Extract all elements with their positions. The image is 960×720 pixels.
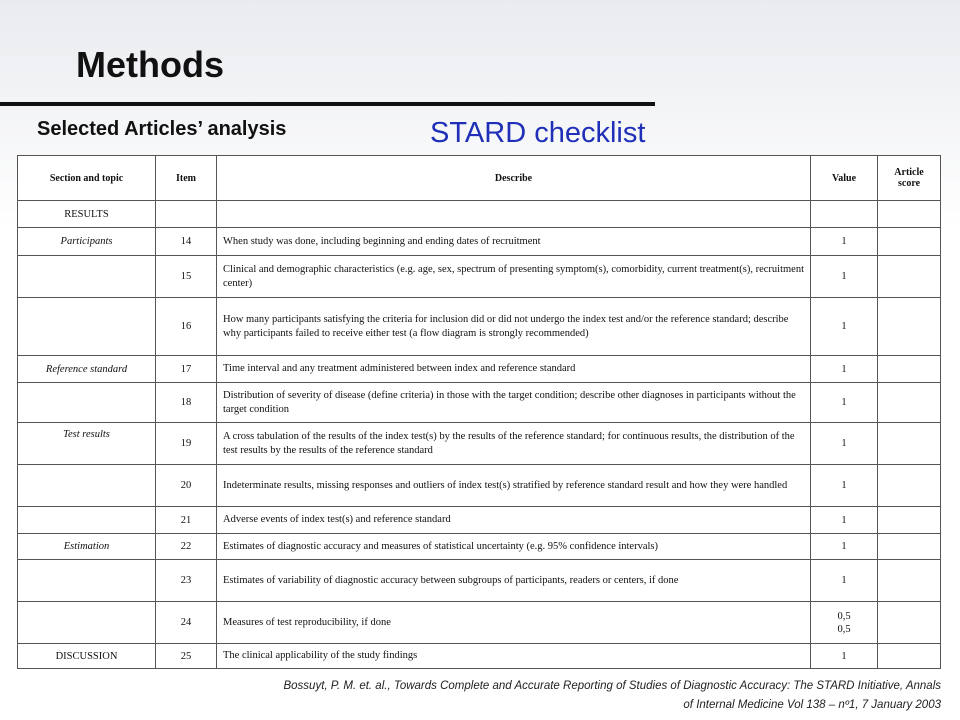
article-score-cell	[878, 228, 941, 256]
item-cell: 23	[156, 560, 217, 602]
table-row	[18, 534, 941, 560]
header-describe: Describe	[217, 156, 811, 201]
item-cell: 17	[156, 356, 217, 383]
citation	[283, 677, 941, 715]
value-line-1: 0,5	[837, 610, 851, 622]
section-cell	[18, 298, 156, 356]
section-cell: Reference standard	[18, 356, 156, 383]
value-cell: 1	[811, 644, 878, 669]
value-cell: 1	[811, 228, 878, 256]
value-cell: 1	[811, 298, 878, 356]
section-cell	[18, 256, 156, 298]
value-cell: 1	[811, 256, 878, 298]
article-score-cell	[878, 560, 941, 602]
item-cell: 20	[156, 465, 217, 507]
value-line-2: 0,5	[837, 623, 851, 635]
checklist-title: STARD checklist	[430, 117, 646, 149]
table-row	[18, 602, 941, 644]
section-cell: Test results	[18, 423, 156, 465]
article-score-cell	[878, 602, 941, 644]
describe-cell: Estimates of diagnostic accuracy and measures of statistical uncertainty (e.g. 95% confidence intervals)	[217, 534, 811, 560]
value-cell: 1	[811, 356, 878, 383]
value-cell: 1	[811, 383, 878, 423]
value-cell	[811, 602, 878, 644]
header-item: Item	[156, 156, 217, 201]
describe-cell: Distribution of severity of disease (define criteria) in those with the target condition; describe other diagnoses in participants without the target condition	[217, 383, 811, 423]
value-cell: 1	[811, 534, 878, 560]
table-row	[18, 256, 941, 298]
section-cell	[18, 465, 156, 507]
describe-cell: Time interval and any treatment administered between index and reference standard	[217, 356, 811, 383]
table-row	[18, 560, 941, 602]
value-cell: 1	[811, 423, 878, 465]
table-row	[18, 356, 941, 383]
item-cell: 18	[156, 383, 217, 423]
item-cell: 21	[156, 507, 217, 534]
citation-line-1: Bossuyt, P. M. et. al., Towards Complete and Accurate Reporting of Studies of Diagnostic Accuracy: The STARD Initiative, Annals	[283, 680, 941, 692]
article-score-cell	[878, 356, 941, 383]
table-header-row	[18, 156, 941, 201]
describe-cell: How many participants satisfying the criteria for inclusion did or did not undergo the index test and/or the reference standard; describe why participants failed to receive either test (a flow diagram is strongly recommended)	[217, 298, 811, 356]
section-cell: Participants	[18, 228, 156, 256]
table-row-results	[18, 201, 941, 228]
describe-cell: Adverse events of index test(s) and reference standard	[217, 507, 811, 534]
section-cell: Estimation	[18, 534, 156, 560]
article-score-cell	[878, 298, 941, 356]
article-score-cell	[878, 534, 941, 560]
section-cell	[18, 507, 156, 534]
describe-cell: Measures of test reproducibility, if done	[217, 602, 811, 644]
describe-cell: Clinical and demographic characteristics (e.g. age, sex, spectrum of presenting symptom(s), comorbidity, current treatment(s), recruitment center)	[217, 256, 811, 298]
section-cell	[18, 383, 156, 423]
value-cell: 1	[811, 465, 878, 507]
item-cell: 15	[156, 256, 217, 298]
value-cell: 1	[811, 507, 878, 534]
section-cell	[18, 602, 156, 644]
table-row	[18, 507, 941, 534]
header-value: Value	[811, 156, 878, 201]
describe-cell: Estimates of variability of diagnostic accuracy between subgroups of participants, readers or centers, if done	[217, 560, 811, 602]
item-cell: 24	[156, 602, 217, 644]
describe-cell: A cross tabulation of the results of the index test(s) by the results of the reference standard; for continuous results, the distribution of the test results by the results of the reference standard	[217, 423, 811, 465]
header-article-score: Article score	[878, 156, 941, 201]
article-score-cell	[878, 465, 941, 507]
section-cell: RESULTS	[18, 201, 156, 228]
describe-cell: When study was done, including beginning and ending dates of recruitment	[217, 228, 811, 256]
table-row	[18, 383, 941, 423]
table-row	[18, 228, 941, 256]
describe-cell: Indeterminate results, missing responses and outliers of index test(s) stratified by reference standard result and how they were handled	[217, 465, 811, 507]
article-score-cell	[878, 256, 941, 298]
describe-cell: The clinical applicability of the study findings	[217, 644, 811, 669]
slide-subtitle: Selected Articles’ analysis	[37, 118, 287, 140]
value-cell: 1	[811, 560, 878, 602]
section-cell: DISCUSSION	[18, 644, 156, 669]
article-score-cell	[878, 507, 941, 534]
title-divider	[0, 102, 655, 106]
article-score-cell	[878, 644, 941, 669]
header-section: Section and topic	[18, 156, 156, 201]
table-row-discussion	[18, 644, 941, 669]
citation-line-2: of Internal Medicine Vol 138 – nº1, 7 January 2003	[683, 699, 941, 711]
table-row	[18, 298, 941, 356]
item-cell: 22	[156, 534, 217, 560]
item-cell: 25	[156, 644, 217, 669]
article-score-cell	[878, 383, 941, 423]
article-score-cell	[878, 423, 941, 465]
stard-checklist-table	[17, 155, 941, 669]
section-cell	[18, 560, 156, 602]
item-cell: 14	[156, 228, 217, 256]
table-row	[18, 465, 941, 507]
item-cell: 19	[156, 423, 217, 465]
slide-title: Methods	[76, 44, 224, 85]
table-row	[18, 423, 941, 465]
item-cell: 16	[156, 298, 217, 356]
